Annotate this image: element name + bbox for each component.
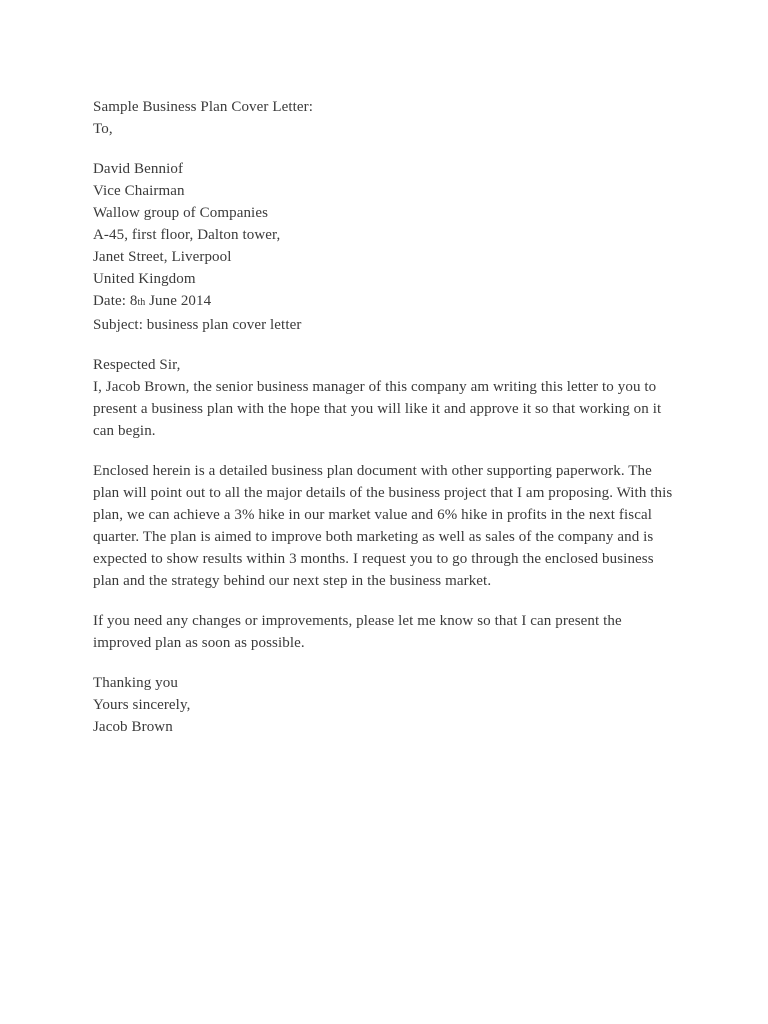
recipient-name: David Benniof: [93, 161, 184, 177]
date-prefix: Date: 8: [93, 293, 138, 309]
greeting: Respected Sir,: [93, 357, 181, 373]
body-paragraph-3: If you need any changes or improvements, please let me know so that I can present the improved plan as soon as possible.: [93, 613, 622, 651]
recipient-title: Vice Chairman: [93, 183, 185, 199]
recipient-address-line-3: United Kingdom: [93, 271, 196, 287]
letter-header: [93, 96, 677, 140]
thanking-line: Thanking you: [93, 675, 178, 691]
subject-line: Subject: business plan cover letter: [93, 317, 302, 333]
body-paragraph-2: Enclosed herein is a detailed business plan document with other supporting paperwork. The plan will point out to all the major details of the business project that I am proposing. With this plan, we can achieve a 3% hike in our market value and 6% hike in profits in the next fiscal quarter. The plan is aimed to improve both marketing as well as sales of the company and is expected to show results within 3 months. I request you to go through the enclosed business plan and the strategy behind our next step in the business market.: [93, 463, 673, 589]
date-suffix: June 2014: [145, 293, 212, 309]
date-subject-block: [93, 290, 677, 336]
recipient-company: Wallow group of Companies: [93, 205, 269, 221]
letter-heading: Sample Business Plan Cover Letter:: [93, 99, 314, 115]
date-ordinal: th: [137, 297, 146, 308]
date-line: [93, 290, 677, 314]
valediction: Yours sincerely,: [93, 697, 191, 713]
signature-name: Jacob Brown: [93, 719, 173, 735]
cover-letter: [93, 96, 677, 738]
body-paragraph-1: I, Jacob Brown, the senior business manager of this company am writing this letter to you to present a business plan with the hope that you will like it and approve it so that working on it can begin.: [93, 379, 662, 439]
to-label: To,: [93, 121, 113, 137]
recipient-address-line-1: A-45, first floor, Dalton tower,: [93, 227, 281, 243]
recipient-address-line-2: Janet Street, Liverpool: [93, 249, 232, 265]
